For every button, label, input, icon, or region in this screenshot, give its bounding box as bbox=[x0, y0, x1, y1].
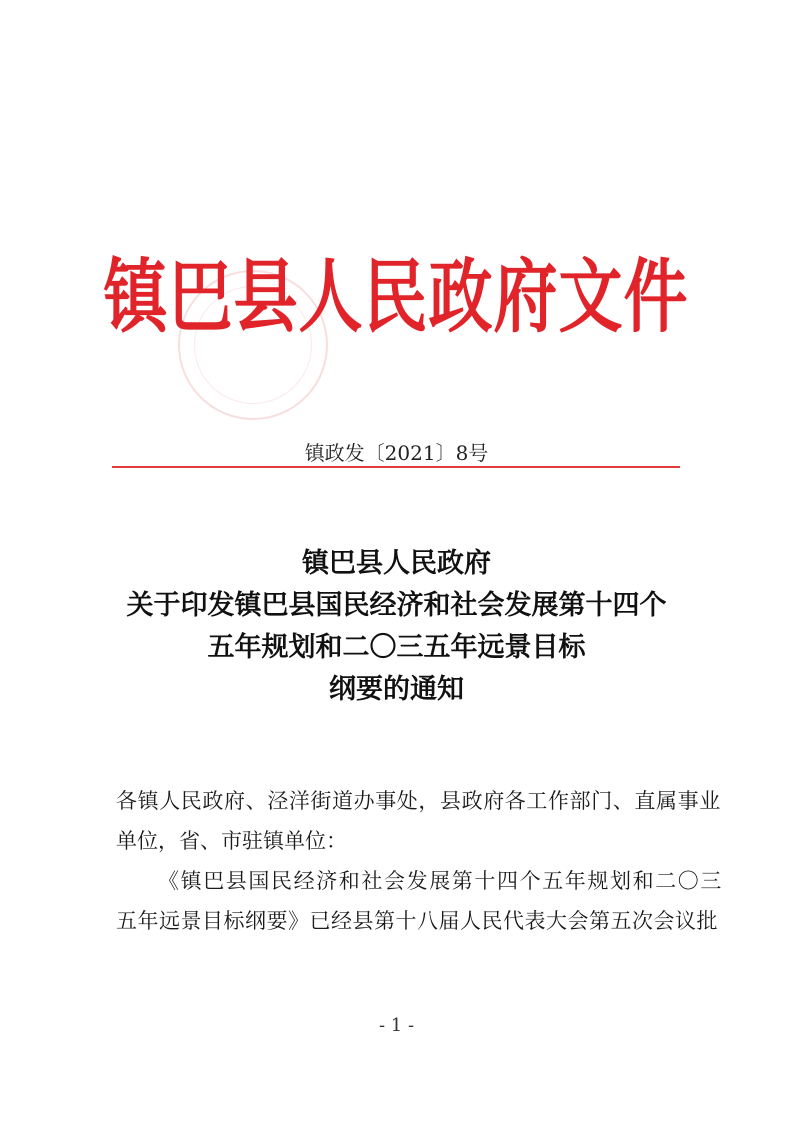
title-line-4: 纲要的通知 bbox=[329, 674, 464, 705]
document-title bbox=[0, 543, 793, 711]
document-body bbox=[116, 781, 723, 941]
title-line-1: 镇巴县人民政府 bbox=[302, 548, 491, 579]
issuer-red-banner: 镇巴县人民政府文件 bbox=[103, 251, 689, 345]
paragraph-line-2: 五年远景目标纲要》已经县第十八届人民代表大会第五次会议批 bbox=[116, 909, 718, 933]
title-line-3: 五年规划和二〇三五年远景目标 bbox=[207, 632, 586, 663]
document-number: 镇政发〔2021〕8号 bbox=[304, 441, 489, 465]
page-number: - 1 - bbox=[378, 1015, 415, 1036]
addressee-line-1: 各镇人民政府、泾洋街道办事处，县政府各工作部门、直属事业 bbox=[116, 789, 721, 813]
paragraph-line-1: 《镇巴县国民经济和社会发展第十四个五年规划和二〇三 bbox=[158, 869, 723, 893]
red-divider-line bbox=[112, 466, 680, 468]
title-line-2: 关于印发镇巴县国民经济和社会发展第十四个 bbox=[126, 590, 667, 621]
addressee-line-2: 单位，省、市驻镇单位： bbox=[116, 829, 347, 853]
